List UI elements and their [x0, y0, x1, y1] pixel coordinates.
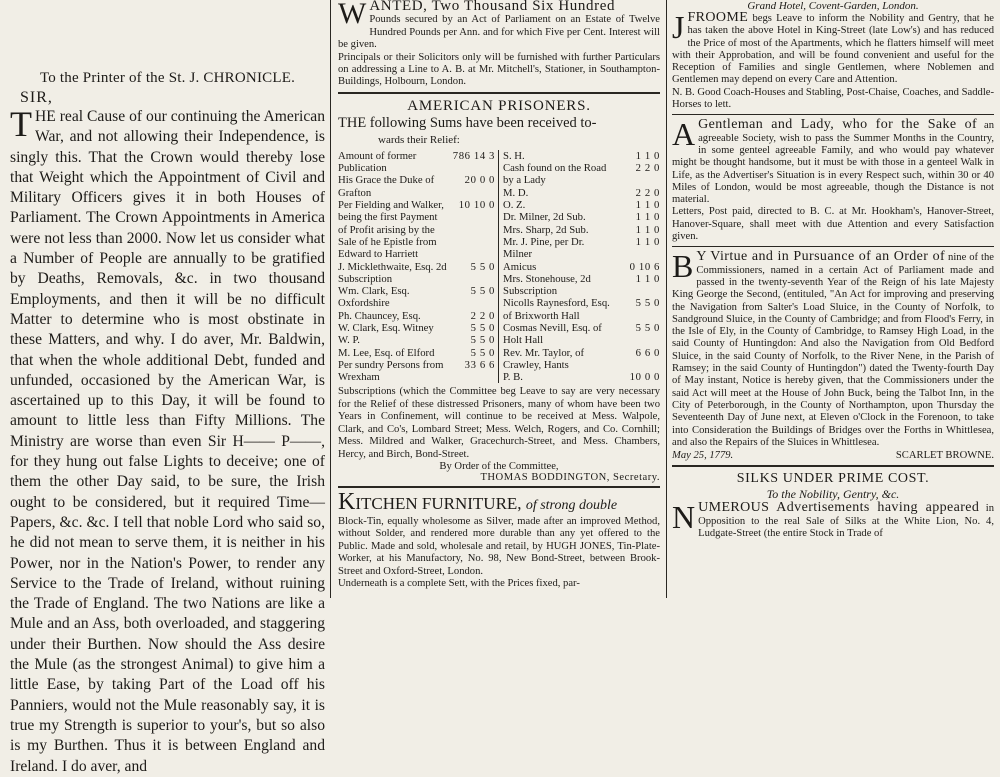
divider — [338, 486, 660, 488]
ledger-amount: 2 2 0 — [635, 186, 660, 199]
ledger-amount: 6 6 0 — [635, 346, 660, 359]
ledger-name: Mrs. Sharp, 2d Sub. — [503, 223, 589, 236]
ledger-row — [503, 261, 660, 273]
hotel-title: Grand Hotel, Covent-Garden, London. — [747, 0, 919, 12]
dropcap: N — [672, 499, 696, 536]
dropcap: K — [338, 488, 356, 515]
ledger-row — [503, 211, 660, 223]
ledger-row — [338, 285, 495, 310]
ledger-amount: 5 5 0 — [470, 260, 495, 273]
divider — [672, 465, 994, 467]
ledger-row — [503, 187, 660, 199]
divider — [338, 92, 660, 94]
ledger-row — [503, 273, 660, 298]
ledger-row — [338, 359, 495, 384]
column-notices — [672, 0, 994, 598]
kitchen-lead: ITCHEN FURNITURE, — [355, 493, 522, 513]
notice-lead: Y Virtue and in Pursuance of an Order of — [696, 249, 946, 265]
ledger-amount: 20 0 0 — [464, 174, 495, 187]
ledger-right — [503, 150, 660, 384]
commissioners-notice — [672, 248, 995, 462]
ledger-name: Ph. Chauncey, Esq. — [338, 309, 421, 322]
ledger-name: Mrs. Stonehouse, 2d Subscription — [503, 272, 591, 298]
letter-text: HE real Cause of our continuing the American War, and not allowing their Independence, is singly this. That the Crown would thereby lose that Weight which the Appointment of Civil and Military Officers gives it in both Houses of Parliament. The Crown Appointments in America were not less than 2000. Now let us consider what a Number of People are annually to be gratified by Deaths, Removals, &c. in two thousand Employments, and then it will be no difficult Matter to determine who is most obstinate in these Matters, and why. I do aver, Mr. Baldwin, that when the whole additional Debt, funded and unfunded, occasioned by the American War, is ascertained up to this Day, it will be found to amount to little less than Fifty Millions. The Ministry are worse than even Sir H—— P——, for they hung out false Lights to deceive; one of them the other Day said, to be sure, the Irish ought to be considered, but it required Time—Papers, &c. &c. I tell that noble Lord who said so, he did not mean to serve them, it is neither in his Power, nor in the Nation's Power, to render any Service to the Trade of Ireland, without ruining the Trade of England. The two Nations are like a Mule and an Ass, both overloaded, and staggering under their Burthen. Now should the Ass desire the Mule (as the strongest Animal) to give him a little Ease, by taking Part of the Load off his Panniers, would not the Mule reasonably say, it is true my Strength is superior to your's, but so also is my Burthen. Thus it is between England and Ireland. I do aver, and — [10, 108, 325, 775]
ledger-name: O. Z. — [503, 199, 526, 212]
kitchen-lead-2: of strong double — [525, 497, 618, 513]
ledger-amount: 1 1 0 — [635, 272, 660, 285]
ledger-name: P. B. — [503, 371, 523, 384]
dropcap: J — [672, 9, 685, 45]
gentleman-letters: Letters, Post paid, directed to B. C. at Mr. Hookham's, Hanover-Street, Hanover-Square, shall meet with due Attention and every Satisfaction given. — [672, 206, 994, 243]
ledger-row — [338, 322, 495, 334]
ledger-name: Per Fielding and Walker, being the first Payment of Profit arising by the Sale of he Epistle from Edward to Harriett — [338, 199, 444, 261]
ledger-amount: 2 2 0 — [635, 162, 660, 175]
ledger-name: Cash found on the Road by a Lady — [503, 162, 607, 187]
silks-lead: UMEROUS Advertisements having appeared — [698, 500, 980, 516]
divider — [672, 246, 994, 247]
prisoners-intro-lead: THE following Sums have been received to- — [338, 114, 597, 131]
ledger-amount: 1 1 0 — [635, 211, 660, 224]
ledger-amount: 5 5 0 — [470, 322, 495, 334]
letter-heading: To the Printer of the St. J. CHRONICLE. — [39, 70, 296, 86]
ledger-name: Per sundry Persons from Wrexham — [338, 358, 444, 384]
silks-text: in Opposition to the real Sale of Silks at the White Lion, No. 4, Ludgate-Street (the entire Stock in Trade of — [698, 503, 995, 539]
committee-order: By Order of the Committee, — [439, 460, 559, 472]
ledger-name: Dr. Milner, 2d Sub. — [503, 211, 586, 224]
prisoners-title: AMERICAN PRISONERS. — [407, 97, 591, 114]
gentleman-text: an agreeable Society, wish to pass the Summer Months in the Country, in some genteel agreeable Family, and who would pay whatever might be thought handsome, but it must be with those in a genteel Walk in Life, as the Advertiser's Situation is in every Respect such, within 30 or 40 Miles of London, would be most agreeable, though the Distance is not material. — [672, 120, 994, 206]
ledger-row — [338, 310, 495, 322]
notice-signer: SCARLET BROWNE. — [895, 450, 994, 462]
ledger-name: Nicolls Raynesford, Esq. of Brixworth Hall — [503, 297, 610, 322]
notice-dateline — [672, 450, 994, 462]
ledger-row — [338, 347, 495, 359]
hotel-text: begs Leave to inform the Nobility and Gentry, that he has taken the above Hotel in King-Street (late Low's) and has reduced the Price of most of the Apartments, which he flatters himself will meet with their Approbation, and will be found convenient and useful for the Reception of Families and single Gentlemen, where Noblemen and Gentlemen may depend on every Care and Attention. — [672, 13, 994, 86]
prisoners-intro — [338, 115, 660, 148]
silks-subtitle: To the Nobility, Gentry, &c. — [766, 487, 900, 502]
ledger-row — [503, 199, 660, 211]
ledger-name: M. Lee, Esq. of Elford — [338, 346, 435, 359]
ledger-row — [503, 371, 660, 383]
prisoners-intro-2: wards their Relief: — [378, 133, 460, 146]
silks-ad — [672, 499, 995, 540]
dropcap: W — [338, 0, 367, 30]
ledger-row — [338, 199, 495, 260]
ledger-amount: 5 5 0 — [635, 322, 660, 334]
dropcap: T — [10, 104, 32, 144]
ledger-left — [338, 150, 499, 384]
ledger-name: Amicus — [503, 260, 537, 273]
ledger-amount: 5 5 0 — [470, 285, 495, 298]
ledger-row — [338, 261, 495, 286]
ledger-amount: 10 0 0 — [629, 371, 660, 384]
ledger-name: His Grace the Duke of Grafton — [338, 174, 435, 199]
wanted-text: Pounds secured by an Act of Parliament on an Estate of Twelve Hundred Pounds per Ann. and for which Five per Cent. Interest will be given. — [338, 14, 660, 51]
ledger-amount: 1 1 0 — [635, 223, 660, 236]
gentleman-ad — [672, 116, 994, 243]
ledger-amount: 786 14 3 — [452, 149, 495, 162]
hotel-note: N. B. Good Coach-Houses and Stabling, Post-Chaise, Coaches, and Saddle-Horses to lett. — [672, 86, 994, 111]
divider — [672, 114, 994, 115]
ledger-row — [503, 162, 660, 187]
hotel-lead: FROOME — [687, 10, 749, 25]
notice-date: May 25, 1779. — [672, 450, 734, 462]
wanted-text-2: Principals or their Solicitors only will be furnished with further Particulars on addressing a Line to A. B. at Mr. Mitchell's, Stationer, in Southampton-Buildings, Holbourn, London. — [338, 51, 660, 88]
dropcap: A — [672, 116, 696, 153]
ledger-name: W. P. — [338, 334, 360, 347]
ledger-amount: 1 1 0 — [635, 199, 660, 212]
subscription-ledger — [338, 150, 660, 384]
ledger-amount: 1 1 0 — [635, 149, 660, 162]
kitchen-title — [338, 488, 660, 516]
ledger-name: Cosmas Nevill, Esq. of Holt Hall — [503, 322, 602, 347]
ledger-row — [503, 347, 660, 372]
ledger-name: W. Clark, Esq. Witney — [338, 322, 434, 334]
ledger-name: S. H. — [503, 149, 525, 162]
ledger-amount: 5 5 0 — [470, 334, 495, 347]
dropcap: B — [672, 248, 694, 285]
ledger-row — [338, 150, 495, 175]
ledger-amount: 5 5 0 — [635, 297, 660, 310]
gentleman-lead: Gentleman and Lady, who for the Sake of — [698, 117, 978, 133]
ledger-row — [503, 224, 660, 236]
ledger-name: Mr. J. Pine, per Dr. Milner — [503, 235, 585, 261]
subscriptions-note: Subscriptions (which the Committee beg Leave to say are very necessary for the Relief of these distressed Prisoners, many of whom have been two Years in Confinement, will continue to be received at Mess. Walpole, Clark, and Co's, Lombard Street; Mess. Welch, Rogers, and Co. Cornhill; Mess. Mildred and Walker, Gracechurch-Street, and Mess. Chambers, Hercy, and Birch, Bond-Street. — [338, 386, 660, 460]
letter-body — [10, 104, 325, 777]
ledger-row — [503, 236, 660, 261]
ledger-name: Amount of former Publication — [338, 149, 417, 175]
wanted-ad — [338, 0, 660, 89]
ledger-amount: 10 10 0 — [458, 199, 495, 212]
ledger-amount: 33 6 6 — [464, 358, 495, 371]
letter-salutation: SIR, — [20, 89, 53, 106]
ledger-row — [338, 334, 495, 346]
ledger-amount: 0 10 6 — [629, 260, 660, 273]
wanted-lead: ANTED, Two Thousand Six Hundred — [369, 0, 616, 14]
kitchen-ad — [338, 488, 660, 590]
column-letter — [10, 0, 325, 775]
kitchen-text-2: Underneath is a complete Sett, with the Prices fixed, par- — [338, 577, 580, 589]
ledger-amount: 2 2 0 — [470, 309, 495, 322]
ledger-amount: 1 1 0 — [635, 235, 660, 248]
ledger-row — [338, 174, 495, 199]
hotel-ad — [672, 9, 994, 111]
committee-signature: THOMAS BODDINGTON, Secretary. — [480, 471, 660, 483]
ledger-name: Wm. Clark, Esq. Oxfordshire — [338, 285, 410, 310]
ledger-row — [503, 322, 660, 347]
column-rule — [330, 0, 331, 598]
ledger-name: M. D. — [503, 186, 529, 199]
ledger-row — [503, 150, 660, 162]
ledger-amount: 5 5 0 — [470, 346, 495, 359]
ledger-name: J. Micklethwaite, Esq. 2d Subscription — [338, 260, 447, 285]
ledger-name: Rev. Mr. Taylor, of Crawley, Hants — [503, 346, 585, 371]
kitchen-text: Block-Tin, equally wholesome as Silver, made after an improved Method, without Solder, and rendered more durable than any yet offered to the Public. Made and sold, wholesale and retail, by HUGH JONES, Tin-Plate-Worker, at his Manufactory, No. 98, New Bond-Street, between Brook-Street and Oxford-Street, London. — [338, 515, 660, 577]
ledger-row — [503, 297, 660, 322]
column-advertisements — [338, 0, 660, 598]
column-rule — [666, 0, 667, 598]
silks-title: SILKS UNDER PRIME COST. — [736, 471, 930, 487]
notice-text: nine of the Commissioners, named in a certain Act of Parliament made and passed in the twenty-seventh Year of the Reign of his late Majesty King George the Second, (entituled, "An Act for improving and preserving the Navigation from Salter's Load Sluice, in the County of Norfolk, to Sandground Sluice, in the County of Cambridge; and from Flood's Ferry, in the Isle of Ely, in the County of Cambridge, to Ramsey High Load, in the said County of Huntingdon: And also the Navigation from Old Bedford Sluice, in the said County of Norfolk, to the River Nene, in the Parish of Ramsey; in the said County of Huntingdon") dated the Twenty-fourth Day of May instant, Notice is hereby given, that the Commissioners under the said Act will meet at the House of John Buck, being the Talbot Inn, in the City of Peterborough, in the County of Northampton, upon Thursday the Seventeenth Day of June next, at Eleven o'Clock in the Forenoon, to take into Consideration the Buildings of Bridges over the Forths in Whittlesea, and also the Repairs of the Sluices in Whittlesea. — [672, 252, 995, 448]
